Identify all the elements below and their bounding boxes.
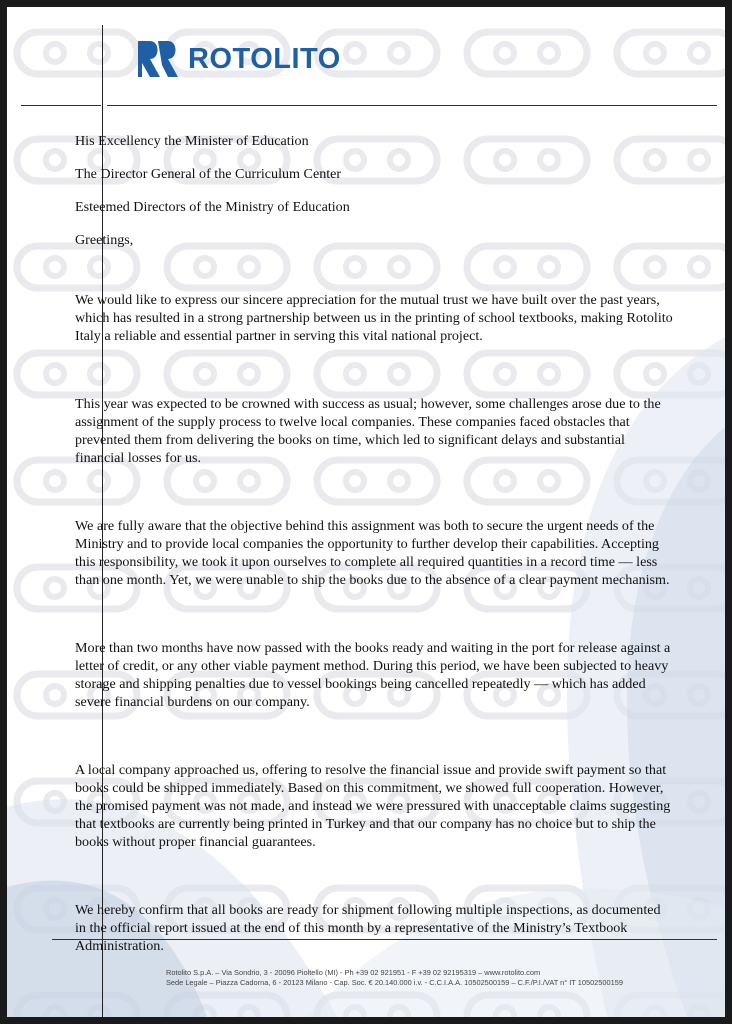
greeting: Greetings, [75,232,134,248]
addressee-line: Esteemed Directors of the Ministry of Education [75,199,350,215]
company-logo [136,37,341,81]
addressee-line: His Excellency the Minister of Education [75,133,309,149]
rotolito-logo-icon [136,37,180,81]
letter-body [75,132,673,1005]
paragraph: We hereby confirm that all books are ready for shipment following multiple inspections, as documented in the official report issued at the end of this month by a representative of the Ministry’s Textbook Administration. [75,902,661,954]
paragraph: We would like to express our sincere appreciation for the mutual trust we have built over the past years, which has resulted in a strong partnership between us in the printing of school textbooks, making Rotolito Italy a reliable and essential partner in serving this vital national project. [75,292,673,344]
header-rule-left [21,105,101,106]
letter-footer [166,968,686,988]
paragraph: We are fully aware that the objective behind this assignment was both to secure the urgent needs of the Ministry and to provide local companies the opportunity to further develop their capabilities. Accepting this responsibility, we took it upon ourselves to complete all required quantities in a record time — less than one month. Yet, we were unable to ship the books due to the absence of a clear payment mechanism. [75,518,670,588]
addressee-line: The Director General of the Curriculum Center [75,166,342,182]
letter-page [7,7,725,1017]
paragraph: A local company approached us, offering to resolve the financial issue and provide swift payment so that books could be shipped immediately. Based on this commitment, we showed full cooperation. However, the promised payment was not made, and instead we were pressured with unacceptable claims suggesting that textbooks are currently being printed in Turkey and that our company has no choice but to ship the books without proper financial guarantees. [75,762,671,850]
footer-line-address: Rotolito S.p.A. – Via Sondrio, 3 - 20096 Pioltello (MI) - Ph +39 02 921951 - F +39 02 92195319 – www.rotolito.com [166,968,541,977]
company-name: ROTOLITO [188,42,341,75]
paragraph: More than two months have now passed with the books ready and waiting in the port for release against a letter of credit, or any other viable payment method. During this period, we have been subjected to heavy storage and shipping penalties due to vessel bookings being cancelled repeatedly — which has added severe financial burdens on our company. [75,640,671,710]
header-rule-right [107,105,717,106]
paragraph: This year was expected to be crowned with success as usual; however, some challenges arose due to the assignment of the supply process to twelve local companies. These companies faced obstacles that prevented them from delivering the books on time, which led to significant delays and substantial financial losses for us. [75,396,661,466]
footer-line-legal: Sede Legale – Piazza Cadorna, 6 - 20123 Milano - Cap. Soc. € 20.140.000 i.v. - C.C.I.A.A. 10502500159 – C.F./P.I./VAT n° IT 10502500159 [166,978,623,987]
